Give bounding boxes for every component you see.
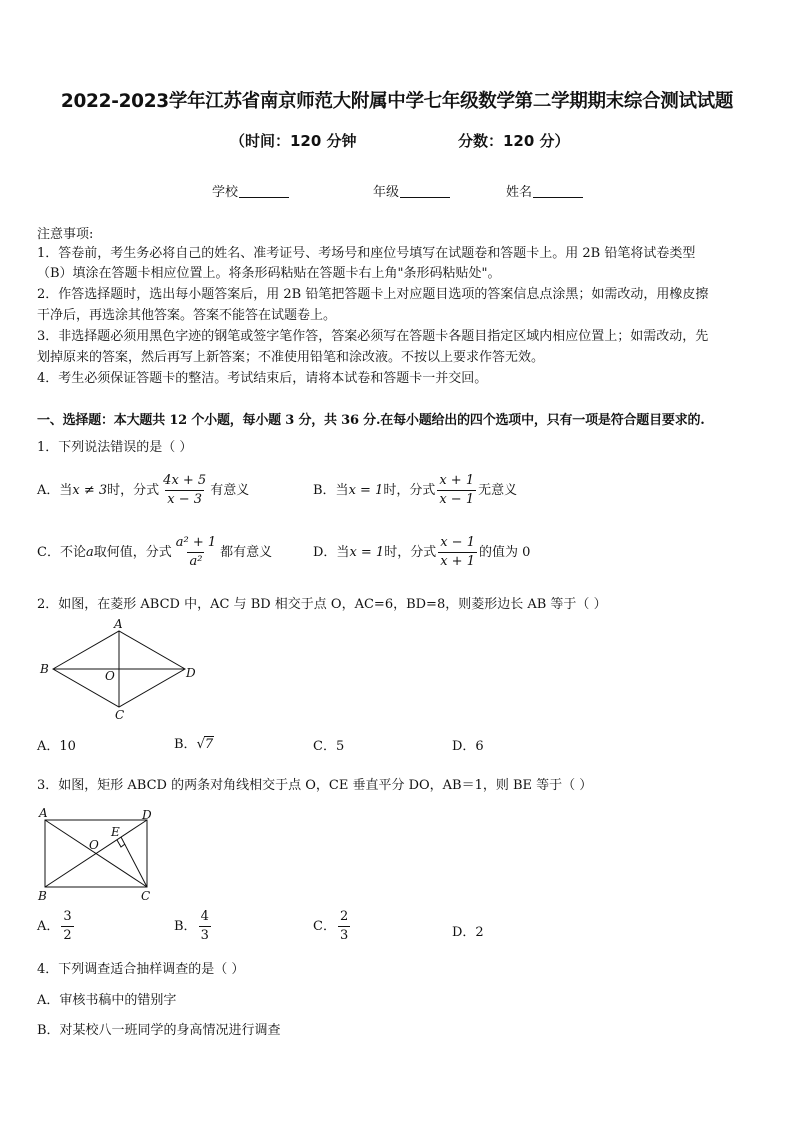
label-b: B <box>40 662 49 676</box>
label-d: D <box>186 666 196 680</box>
q2-option-a: A．10 <box>37 739 76 754</box>
fraction: $\frac{4x + 5}{x - 3}$ <box>163 473 207 507</box>
q3-option-c: C． $\frac{2}{3}$ <box>313 909 349 943</box>
fraction: $\frac{4}{3}$ <box>200 909 209 943</box>
note-line: 4．考生必须保证答题卡的整洁。考试结束后，请将本试卷和答题卡一并交回。 <box>37 371 488 386</box>
q1-option-b: B．当x = 1时，分式 $\frac{x + 1}{x - 1}$ 无意义 <box>313 473 518 507</box>
question-1-stem: 1．下列说法错误的是（ ） <box>37 440 193 455</box>
exam-time: （时间：120 分钟 <box>230 132 357 150</box>
note-line: 3．非选择题必须用黑色字迹的钢笔或签字笔作答，答案必须写在答题卡各题目指定区域内相应位置上；如需改动，先 <box>37 329 709 344</box>
q1-option-d: D．当x = 1时，分式 $\frac{x - 1}{x + 1}$ 的值为 0 <box>313 535 531 569</box>
rhombus-figure <box>36 618 206 720</box>
q1-option-c: C．不论a取何值，分式 $\frac{\text{a² + 1}}{\text{a²}}$ 都有意义 <box>37 535 273 569</box>
school-label: 学校 <box>212 185 239 200</box>
school-blank <box>239 184 289 198</box>
note-line: 划掉原来的答案，然后再写上新答案；不准使用铅笔和涂改液。不按以上要求作答无效。 <box>37 350 545 365</box>
question-2-stem: 2．如图，在菱形 ABCD 中，AC 与 BD 相交于点 O，AC=6，BD=8，则菱形边长 AB 等于（ ） <box>37 597 607 612</box>
question-3-stem: 3．如图，矩形 ABCD 的两条对角线相交于点 O，CE 垂直平分 DO，AB＝1，则 BE 等于（ ） <box>37 778 593 793</box>
label-o: O <box>105 669 115 683</box>
fraction: $\frac{2}{3}$ <box>339 909 349 943</box>
school-field <box>212 181 289 200</box>
notes-title: 注意事项: <box>37 227 94 242</box>
label-d: D <box>142 808 152 822</box>
page-title: 2022-2023学年江苏省南京师范大附属中学七年级数学第二学期期末综合测试试题 <box>60 91 734 112</box>
q3-option-b: B． $\frac{4}{3}$ <box>174 909 209 943</box>
fraction: $\frac{\text{a² + 1}}{\text{a²}}$ <box>175 535 217 569</box>
q2-option-c: C．5 <box>313 739 345 754</box>
grade-field <box>373 181 450 200</box>
right-angle-mark <box>117 840 125 847</box>
fraction: $\frac{3}{2}$ <box>63 909 72 943</box>
grade-blank <box>400 184 450 198</box>
grade-label: 年级 <box>373 185 400 200</box>
name-label: 姓名 <box>506 185 533 200</box>
note-line: （B）填涂在答题卡相应位置上。将条形码粘贴在答题卡右上角"条形码粘贴处"。 <box>37 266 501 281</box>
q4-option-b: B．对某校八一班同学的身高情况进行调查 <box>37 1023 281 1038</box>
q3-option-a: A． $\frac{3}{2}$ <box>37 909 72 943</box>
name-blank <box>533 184 583 198</box>
label-e: E <box>111 825 120 839</box>
label-b: B <box>38 889 47 903</box>
q2-option-d: D．6 <box>452 739 484 754</box>
q3-option-d: D．2 <box>452 925 484 940</box>
label-a: A <box>114 618 123 631</box>
fraction: $\frac{x + 1}{x - 1}$ <box>439 473 475 507</box>
q2-option-b: B．√7 <box>174 737 214 752</box>
label-c: C <box>141 889 151 903</box>
q1-option-a: A．当x ≠ 3时，分式 $\frac{4x + 5}{x - 3}$ 有意义 <box>37 473 250 507</box>
question-4-stem: 4．下列调查适合抽样调查的是（ ） <box>37 962 245 977</box>
note-line: 干净后，再选涂其他答案。答案不能答在试题卷上。 <box>37 308 337 323</box>
note-line: 1．答卷前，考生务必将自己的姓名、准考证号、考场号和座位号填写在试题卷和答题卡上。用 2B 铅笔将试卷类型 <box>37 246 696 261</box>
fraction: $\frac{x - 1}{x + 1}$ <box>440 535 475 569</box>
note-line: 2．作答选择题时，选出每小题答案后，用 2B 铅笔把答题卡上对应题目选项的答案信息点涂黑；如需改动，用橡皮擦 <box>37 287 709 302</box>
label-c: C <box>115 708 125 720</box>
label-a: A <box>39 806 48 820</box>
name-field <box>506 181 583 200</box>
exam-score: 分数：120 分） <box>458 132 570 150</box>
q4-option-a: A．审核书稿中的错别字 <box>37 993 177 1008</box>
label-o: O <box>89 838 99 852</box>
rectangle-figure <box>36 805 161 905</box>
section-heading: 一、选择题：本大题共 12 个小题，每小题 3 分，共 36 分.在每小题给出的四个选项中，只有一项是符合题目要求的. <box>37 413 705 428</box>
